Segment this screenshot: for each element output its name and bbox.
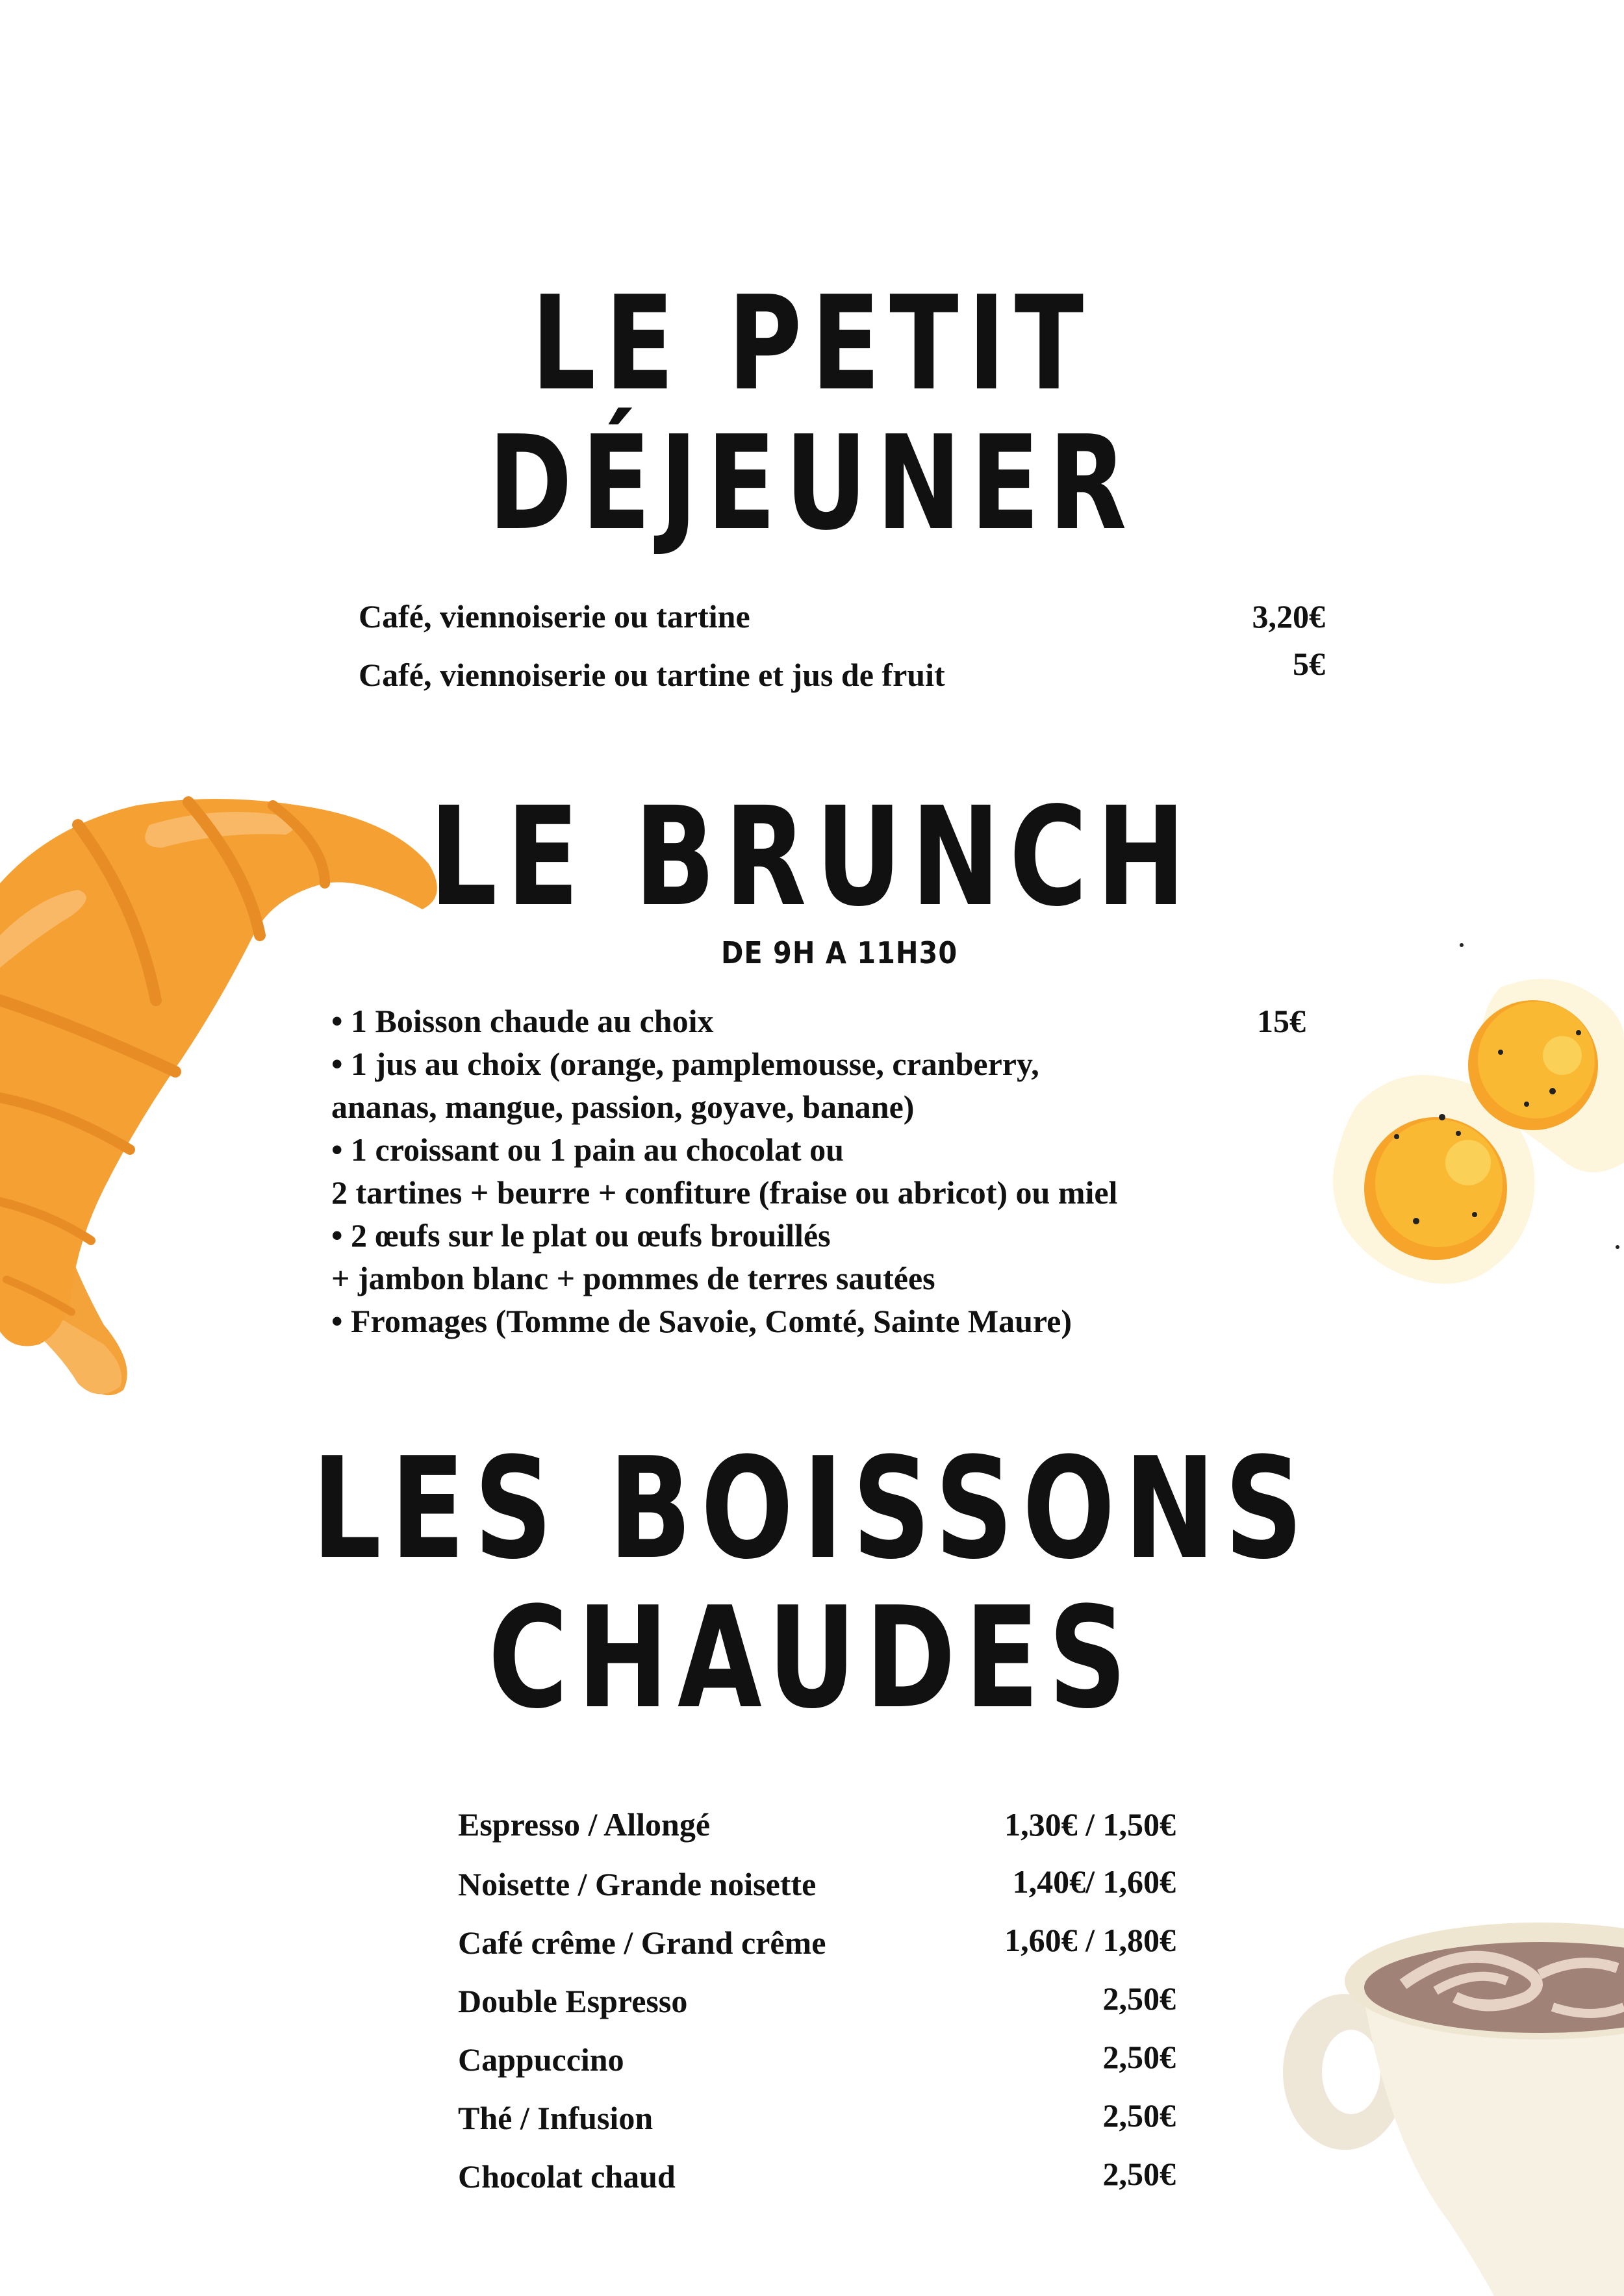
brunch-line: ananas, mangue, passion, goyave, banane): [331, 1089, 915, 1125]
boisson-label: Double Espresso: [458, 1983, 688, 2019]
boisson-price: 2,50€: [1102, 2156, 1176, 2192]
petit-dejeuner-item-label: Café, viennoiserie ou tartine et jus de fruit: [359, 657, 945, 693]
boisson-label: Noisette / Grande noisette: [458, 1866, 817, 1902]
brunch-line: • Fromages (Tomme de Savoie, Comté, Sainte Maure): [331, 1303, 1072, 1339]
brunch-price: 15€: [1257, 1003, 1306, 1039]
brunch-line: • 2 œufs sur le plat ou œufs brouillés: [331, 1217, 831, 1254]
petit-dejeuner-item-price: 3,20€: [1252, 598, 1325, 635]
boisson-label: Chocolat chaud: [458, 2158, 676, 2195]
brunch-line: • 1 croissant ou 1 pain au chocolat ou: [331, 1131, 844, 1168]
brunch-hours: DE 9H A 11H30: [721, 935, 958, 970]
boisson-price: 2,50€: [1102, 1980, 1176, 2017]
boisson-price: 2,50€: [1102, 2097, 1176, 2134]
fried-eggs-illustration: [1319, 942, 1624, 1318]
petit-dejeuner-title-line2: DÉJEUNER: [488, 408, 1136, 559]
brunch-title: LE BRUNCH: [429, 777, 1195, 937]
petit-dejeuner-item-label: Café, viennoiserie ou tartine: [359, 598, 750, 635]
boisson-label: Café crême / Grand crême: [458, 1924, 826, 1961]
brunch-line: • 1 jus au choix (orange, pamplemousse, cranberry,: [331, 1046, 1039, 1082]
boissons-title-line2: CHAUDES: [488, 1576, 1136, 1739]
boisson-price: 1,40€/ 1,60€: [1012, 1863, 1176, 1900]
coffee-cup-illustration: [1280, 1858, 1624, 2296]
brunch-line: 2 tartines + beurre + confiture (fraise ou abricot) ou miel: [331, 1174, 1118, 1211]
boisson-label: Thé / Infusion: [458, 2100, 653, 2136]
boisson-label: Cappuccino: [458, 2041, 624, 2078]
boisson-label: Espresso / Allongé: [458, 1806, 711, 1843]
brunch-line: • 1 Boisson chaude au choix: [331, 1003, 714, 1039]
petit-dejeuner-item-price: 5€: [1293, 646, 1325, 682]
brunch-line: + jambon blanc + pommes de terres sautées: [331, 1260, 935, 1296]
petit-dejeuner-title-line1: LE PETIT: [531, 268, 1093, 420]
boisson-price: 1,30€ / 1,50€: [1004, 1806, 1176, 1843]
boissons-title-line1: LES BOISSONS: [312, 1427, 1312, 1590]
boisson-price: 1,60€ / 1,80€: [1004, 1922, 1176, 1958]
boisson-price: 2,50€: [1102, 2039, 1176, 2075]
